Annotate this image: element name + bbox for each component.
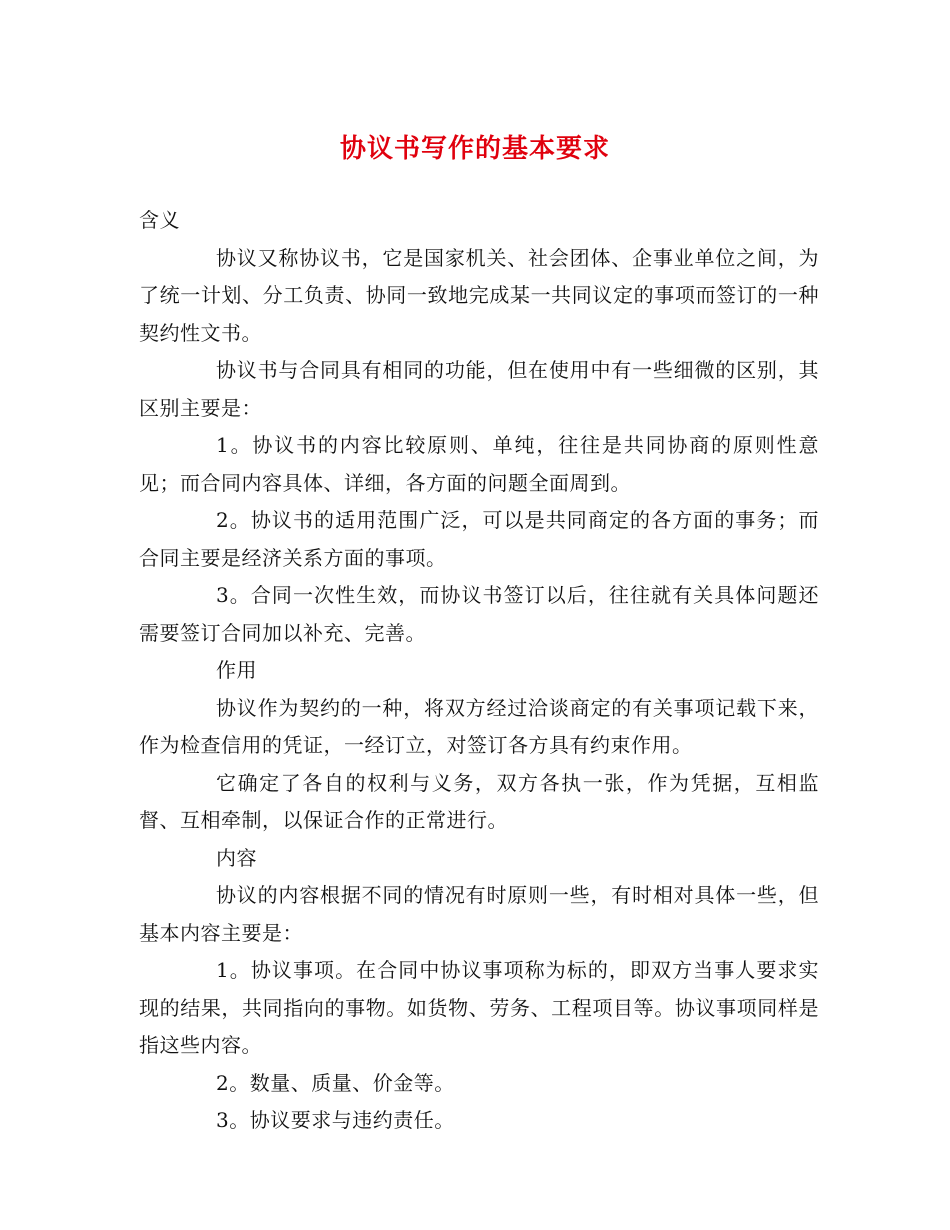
section-heading: 作用 xyxy=(216,658,257,682)
document-title: 协议书写作的基本要求 xyxy=(339,134,610,164)
paragraph: 3。协议要求与违约责任。 xyxy=(216,1108,455,1132)
paragraph: 1。协议事项。在合同中协议事项称为标的，即双方当事人要求实现的结果，共同指向的事物。如货物、劳务、工程项目等。协议事项同样是指这些内容。 xyxy=(139,958,819,1057)
paragraph: 3。合同一次性生效，而协议书签订以后，往往就有关具体问题还需要签订合同加以补充、完善。 xyxy=(139,583,819,645)
paragraph: 2。数量、质量、价金等。 xyxy=(216,1070,455,1095)
paragraph: 协议作为契约的一种，将双方经过洽谈商定的有关事项记载下来，作为检查信用的凭证，一经订立，对签订各方具有约束作用。 xyxy=(139,695,819,757)
paragraph: 2。协议书的适用范围广泛，可以是共同商定的各方面的事务；而合同主要是经济关系方面的事项。 xyxy=(139,508,819,570)
document-body xyxy=(139,202,819,1140)
paragraph: 含义 xyxy=(139,208,180,232)
paragraph: 1。协议书的内容比较原则、单纯，往往是共同协商的原则性意见；而合同内容具体、详细，各方面的问题全面周到。 xyxy=(139,433,819,495)
section-heading: 内容 xyxy=(216,845,257,870)
paragraph: 协议又称协议书，它是国家机关、社会团体、企事业单位之间，为了统一计划、分工负责、协同一致地完成某一共同议定的事项而签订的一种契约性文书。 xyxy=(139,245,819,345)
paragraph: 协议的内容根据不同的情况有时原则一些，有时相对具体一些，但基本内容主要是： xyxy=(139,883,819,945)
paragraph: 协议书与合同具有相同的功能，但在使用中有一些细微的区别，其区别主要是： xyxy=(139,358,819,420)
paragraph: 它确定了各自的权利与义务，双方各执一张，作为凭据，互相监督、互相牵制，以保证合作的正常进行。 xyxy=(139,770,819,832)
